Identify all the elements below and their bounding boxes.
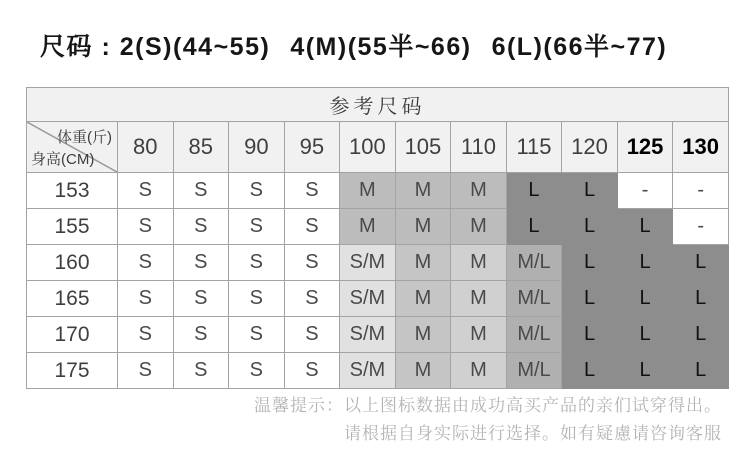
size-cell: S [284, 209, 340, 245]
size-cell: S/M [340, 353, 396, 389]
size-cell: M [451, 173, 507, 209]
note [254, 392, 722, 448]
size-cell: S [118, 281, 174, 317]
size-cell: S [118, 209, 174, 245]
size-cell: M [395, 209, 451, 245]
size-cell: S/M [340, 281, 396, 317]
size-cell: L [506, 173, 562, 209]
size-cell: S [229, 245, 285, 281]
size-cell: M [395, 245, 451, 281]
weight-header: 100 [340, 122, 396, 173]
size-cell: - [673, 173, 729, 209]
size-cell: S [284, 173, 340, 209]
size-cell: S [173, 245, 229, 281]
height-header: 155 [27, 209, 118, 245]
size-cell: S [284, 317, 340, 353]
size-cell: M/L [506, 281, 562, 317]
size-cell: M [451, 317, 507, 353]
weight-header: 85 [173, 122, 229, 173]
height-axis-label: 身高(CM) [31, 151, 95, 168]
weight-header: 130 [673, 122, 729, 173]
size-cell: L [562, 281, 618, 317]
size-cell: M [451, 245, 507, 281]
table-row [27, 173, 729, 209]
size-cell: M [340, 173, 396, 209]
size-cell: L [562, 245, 618, 281]
size-table-body [27, 173, 729, 389]
size-cell: S [284, 245, 340, 281]
table-caption: 参考尺码 [27, 88, 729, 122]
size-cell: S [229, 317, 285, 353]
note-line-2: 请根据自身实际进行选择。如有疑慮请咨询客服 [344, 424, 722, 443]
table-row [27, 209, 729, 245]
size-cell: S [284, 281, 340, 317]
size-cell: S/M [340, 245, 396, 281]
size-cell: L [617, 281, 673, 317]
height-header: 175 [27, 353, 118, 389]
size-cell: S [173, 281, 229, 317]
size-cell: M/L [506, 353, 562, 389]
table-row [27, 317, 729, 353]
size-cell: L [617, 317, 673, 353]
size-cell: S [118, 245, 174, 281]
weight-header: 110 [451, 122, 507, 173]
title-part-small: 尺码 : 2(S)(44~55) [40, 33, 271, 61]
size-cell: S [284, 353, 340, 389]
title-part-large: 6(L)(66半~77) [491, 33, 668, 61]
weight-header: 95 [284, 122, 340, 173]
size-cell: S [118, 173, 174, 209]
table-row [27, 353, 729, 389]
size-cell: S [229, 209, 285, 245]
weight-header: 120 [562, 122, 618, 173]
size-cell: S [229, 281, 285, 317]
size-cell: - [617, 173, 673, 209]
size-cell: M [395, 173, 451, 209]
title-part-medium: 4(M)(55半~66) [290, 33, 472, 61]
size-cell: M [451, 353, 507, 389]
table-row [27, 245, 729, 281]
size-cell: M [395, 317, 451, 353]
weight-header: 125 [617, 122, 673, 173]
size-cell: S [229, 173, 285, 209]
size-cell: L [617, 245, 673, 281]
size-cell: M [451, 281, 507, 317]
note-line-1: 温馨提示：以上图标数据由成功高买产品的亲们试穿得出。 [254, 396, 722, 415]
size-cell: M [451, 209, 507, 245]
size-cell: - [673, 209, 729, 245]
size-cell: M [395, 353, 451, 389]
size-reference-table [26, 87, 729, 389]
size-cell: L [673, 317, 729, 353]
height-header: 170 [27, 317, 118, 353]
height-header: 153 [27, 173, 118, 209]
size-cell: M/L [506, 317, 562, 353]
size-cell: L [617, 209, 673, 245]
weight-header: 90 [229, 122, 285, 173]
corner-cell [27, 122, 118, 173]
table-row [27, 281, 729, 317]
size-cell: L [506, 209, 562, 245]
caption-row [27, 88, 729, 122]
size-cell: M [340, 209, 396, 245]
size-cell: L [562, 209, 618, 245]
size-cell: M [395, 281, 451, 317]
height-header: 165 [27, 281, 118, 317]
size-cell: S [118, 353, 174, 389]
size-cell: S [118, 317, 174, 353]
size-cell: S [173, 317, 229, 353]
weight-header: 105 [395, 122, 451, 173]
weight-header: 115 [506, 122, 562, 173]
size-cell: S [173, 173, 229, 209]
size-cell: L [562, 353, 618, 389]
size-cell: L [673, 353, 729, 389]
size-cell: S [229, 353, 285, 389]
weight-header: 80 [118, 122, 174, 173]
weight-axis-label: 体重(斤) [57, 129, 112, 146]
size-cell: L [673, 281, 729, 317]
page-title [40, 27, 667, 63]
size-cell: S/M [340, 317, 396, 353]
size-cell: L [617, 353, 673, 389]
size-cell: L [562, 173, 618, 209]
size-cell: S [173, 209, 229, 245]
size-cell: M/L [506, 245, 562, 281]
size-cell: S [173, 353, 229, 389]
weight-header-row [27, 122, 729, 173]
height-header: 160 [27, 245, 118, 281]
size-cell: L [673, 245, 729, 281]
size-cell: L [562, 317, 618, 353]
